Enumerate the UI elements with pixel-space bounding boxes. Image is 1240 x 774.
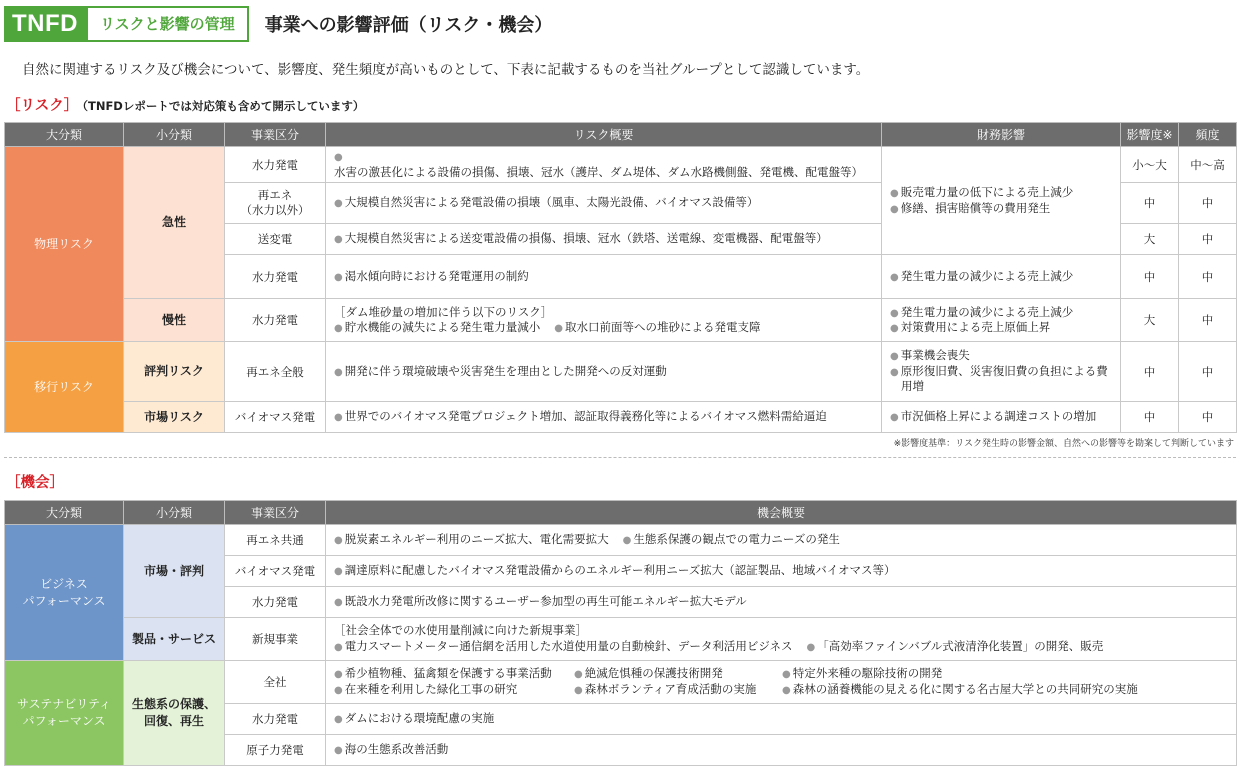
table-row: [5, 402, 1237, 433]
col-header: リスク概要: [326, 123, 882, 147]
page-title: 事業への影響評価（リスク・機会）: [264, 15, 553, 36]
section-tag: リスクと影響の管理: [86, 6, 249, 42]
summary-text: 大規模自然災害による発電設備の損壊（風車、太陽光設備、バイオマス設備等）: [344, 195, 759, 210]
summary-text: 世界でのバイオマス発電プロジェクト増加、認証取得義務化等によるバイオマス燃料需給逼迫: [344, 409, 827, 424]
major-sustainability-performance: サステナビリティ パフォーマンス: [5, 661, 124, 766]
bullet-icon: ●: [334, 597, 343, 609]
risk-label: ［リスク］: [6, 98, 79, 114]
summary-text: 貯水機能の減失による発生電力量減小: [344, 320, 541, 335]
opportunity-section-label: [6, 471, 64, 492]
impact-footnote: ※影響度基準：リスク発生時の影響金額、自然への影響等を勘案して判断しています: [893, 439, 1234, 449]
financial-cell: [882, 255, 1121, 299]
financial-text: 事業機会喪失: [900, 348, 970, 363]
financial-text: 原形復旧費、災害復旧費の負担による費用増: [900, 363, 1108, 394]
financial-text: 対策費用による売上原価上昇: [900, 320, 1051, 335]
bullet-icon: ●: [622, 535, 632, 547]
risk-section-label: [6, 94, 364, 115]
frequency-cell: 中: [1179, 224, 1237, 255]
segment-cell: 再エネ全般: [225, 342, 326, 402]
minor-ecosystem: 生態系の保護、 回復、再生: [124, 661, 225, 766]
section-divider: [4, 457, 1236, 458]
financial-cell: [882, 402, 1121, 433]
table-row: [5, 342, 1237, 402]
summary-cell: [326, 147, 882, 183]
opportunity-text: 特定外来種の駆除技術の開発: [792, 666, 943, 681]
segment-cell: 全社: [225, 661, 326, 704]
page-header: [4, 6, 552, 42]
summary-text: 水害の激甚化による設備の損傷、損壊、冠水（護岸、ダム堤体、ダム水路機側盤、発電機、配電盤等）: [334, 164, 863, 179]
segment-cell: バイオマス発電: [225, 556, 326, 587]
financial-text: 発生電力量の減少による売上減少: [900, 304, 1074, 319]
summary-cell: [326, 299, 882, 342]
risk-note: （TNFDレポートでは対応策も含めて開示しています）: [82, 99, 365, 113]
opportunity-text: 脱炭素エネルギー利用のニーズ拡大、電化需要拡大: [344, 532, 609, 547]
opportunity-text: 既設水力発電所改修に関するユーザー参加型の再生可能エネルギー拡大モデル: [344, 594, 747, 609]
major-business-performance: ビジネス パフォーマンス: [5, 525, 124, 661]
opportunity-text: 「高効率ファインバブル式液清浄化装置」の開発、販売: [817, 639, 1104, 653]
opportunity-header-row: [5, 501, 1237, 525]
summary-text: 取水口前面等への堆砂による発電支障: [564, 320, 761, 335]
bullet-icon: ●: [890, 307, 899, 319]
tnfd-badge: TNFD: [4, 6, 86, 42]
impact-cell: 中: [1121, 183, 1179, 224]
bullet-icon: ●: [334, 669, 343, 681]
summary-heading: ［ダム堆砂量の増加に伴う以下のリスク］: [334, 304, 553, 319]
bullet-icon: ●: [890, 366, 899, 378]
major-transition-risk: 移行リスク: [5, 342, 124, 433]
financial-text: 発生電力量の減少による売上減少: [900, 268, 1074, 283]
segment-cell: 原子力発電: [225, 735, 326, 766]
minor-chronic: 慢性: [124, 299, 225, 342]
col-header: 機会概要: [326, 501, 1237, 525]
summary-cell: [326, 224, 882, 255]
opportunity-text: ダムにおける環境配慮の実施: [344, 711, 495, 726]
opportunity-text: 在来種を利用した緑化工事の研究: [344, 682, 518, 696]
col-header: 財務影響: [882, 123, 1121, 147]
segment-cell: 水力発電: [225, 704, 326, 735]
bullet-icon: ●: [334, 535, 343, 547]
impact-cell: 小～大: [1121, 147, 1179, 183]
opportunity-cell: [326, 735, 1237, 766]
bullet-icon: ●: [806, 642, 816, 653]
segment-cell: バイオマス発電: [225, 402, 326, 433]
bullet-icon: ●: [890, 351, 899, 363]
frequency-cell: 中: [1179, 402, 1237, 433]
col-header: 影響度※: [1121, 123, 1179, 147]
opportunity-table: [4, 500, 1237, 766]
table-row: [5, 618, 1237, 661]
opportunity-label: ［機会］: [6, 475, 64, 491]
bullet-icon: ●: [574, 669, 583, 681]
col-header: 小分類: [124, 501, 225, 525]
financial-cell: [882, 147, 1121, 255]
major-physical-risk: 物理リスク: [5, 147, 124, 342]
financial-text: 市況価格上昇による調達コストの増加: [900, 409, 1097, 424]
opportunity-text: 森林ボランティア育成活動の実施: [584, 682, 757, 696]
bullet-icon: ●: [334, 412, 343, 424]
table-row: [5, 525, 1237, 556]
opportunity-cell: [326, 618, 1237, 661]
frequency-cell: 中～高: [1179, 147, 1237, 183]
minor-market-reputation: 市場・評判: [124, 525, 225, 618]
bullet-icon: ●: [334, 566, 343, 578]
segment-cell: 水力発電: [225, 255, 326, 299]
col-header: 大分類: [5, 501, 124, 525]
opportunity-cell: [326, 704, 1237, 735]
impact-cell: 中: [1121, 255, 1179, 299]
bullet-icon: ●: [334, 198, 343, 210]
segment-cell: 再エネ共通: [225, 525, 326, 556]
bullet-icon: ●: [334, 366, 343, 378]
bullet-icon: ●: [890, 203, 899, 215]
risk-table: [4, 122, 1237, 433]
impact-cell: 大: [1121, 299, 1179, 342]
summary-text: 渇水傾向時における発電運用の制約: [344, 268, 529, 283]
opportunity-text: 電力スマートメーター通信網を活用した水道使用量の自動検針、データ利活用ビジネス: [344, 639, 793, 653]
table-row: [5, 299, 1237, 342]
col-header: 事業区分: [225, 501, 326, 525]
frequency-cell: 中: [1179, 183, 1237, 224]
minor-reputation-risk: 評判リスク: [124, 342, 225, 402]
opportunity-text: 絶滅危惧種の保護技術開発: [584, 666, 723, 681]
bullet-icon: ●: [890, 188, 899, 199]
segment-cell: 再エネ （水力以外）: [225, 183, 326, 224]
opportunity-text: 森林の涵養機能の見える化に関する名古屋大学との共同研究の実施: [792, 682, 1138, 696]
frequency-cell: 中: [1179, 299, 1237, 342]
col-header: 事業区分: [225, 123, 326, 147]
bullet-icon: ●: [334, 271, 343, 283]
impact-cell: 中: [1121, 402, 1179, 433]
bullet-icon: ●: [334, 745, 343, 757]
frequency-cell: 中: [1179, 342, 1237, 402]
minor-market-risk: 市場リスク: [124, 402, 225, 433]
bullet-icon: ●: [890, 323, 899, 335]
impact-cell: 大: [1121, 224, 1179, 255]
minor-acute: 急性: [124, 147, 225, 299]
bullet-icon: ●: [334, 234, 343, 246]
opportunity-text: 調達原料に配慮したバイオマス発電設備からのエネルギー利用ニーズ拡大（認証製品、地域バイオマス等）: [344, 563, 896, 578]
summary-text: 開発に伴う環境破壊や災害発生を理由とした開発への反対運動: [344, 363, 667, 378]
minor-products-services: 製品・サービス: [124, 618, 225, 661]
bullet-icon: ●: [574, 685, 583, 696]
summary-text: 大規模自然災害による送変電設備の損傷、損壊、冠水（鉄塔、送電線、変電機器、配電盤等）: [344, 231, 828, 246]
opportunity-heading: ［社会全体での水使用量削減に向けた新規事業］: [334, 623, 587, 638]
risk-header-row: [5, 123, 1237, 147]
summary-cell: [326, 183, 882, 224]
col-header: 小分類: [124, 123, 225, 147]
intro-text: 自然に関連するリスク及び機会について、影響度、発生頻度が高いものとして、下表に記載するものを当社グループとして認識しています。: [22, 62, 870, 78]
opportunity-text: 海の生態系改善活動: [344, 742, 449, 757]
bullet-icon: ●: [890, 412, 899, 424]
bullet-icon: ●: [334, 642, 343, 653]
segment-cell: 水力発電: [225, 299, 326, 342]
table-row: [5, 147, 1237, 183]
financial-text: 販売電力量の低下による売上減少: [900, 185, 1074, 199]
col-header: 頻度: [1179, 123, 1237, 147]
bullet-icon: ●: [782, 669, 791, 681]
summary-cell: [326, 402, 882, 433]
table-row: [5, 661, 1237, 704]
summary-cell: [326, 255, 882, 299]
col-header: 大分類: [5, 123, 124, 147]
opportunity-cell: [326, 661, 1237, 704]
bullet-icon: ●: [890, 271, 899, 283]
financial-cell: [882, 342, 1121, 402]
opportunity-text: 生態系保護の観点での電力ニーズの発生: [633, 532, 840, 547]
opportunity-cell: [326, 556, 1237, 587]
financial-text: 修繕、損害賠償等の費用発生: [900, 200, 1051, 215]
bullet-icon: ●: [334, 685, 343, 696]
bullet-icon: ●: [554, 323, 563, 335]
segment-cell: 新規事業: [225, 618, 326, 661]
summary-cell: [326, 342, 882, 402]
opportunity-cell: [326, 525, 1237, 556]
opportunity-cell: [326, 587, 1237, 618]
opportunity-text: 希少植物種、猛禽類を保護する事業活動: [344, 666, 552, 681]
bullet-icon: ●: [782, 685, 791, 696]
bullet-icon: ●: [334, 714, 343, 726]
impact-cell: 中: [1121, 342, 1179, 402]
segment-cell: 水力発電: [225, 147, 326, 183]
segment-cell: 送変電: [225, 224, 326, 255]
segment-cell: 水力発電: [225, 587, 326, 618]
frequency-cell: 中: [1179, 255, 1237, 299]
bullet-icon: ●: [334, 323, 343, 335]
financial-cell: [882, 299, 1121, 342]
bullet-icon: ●: [334, 152, 343, 163]
